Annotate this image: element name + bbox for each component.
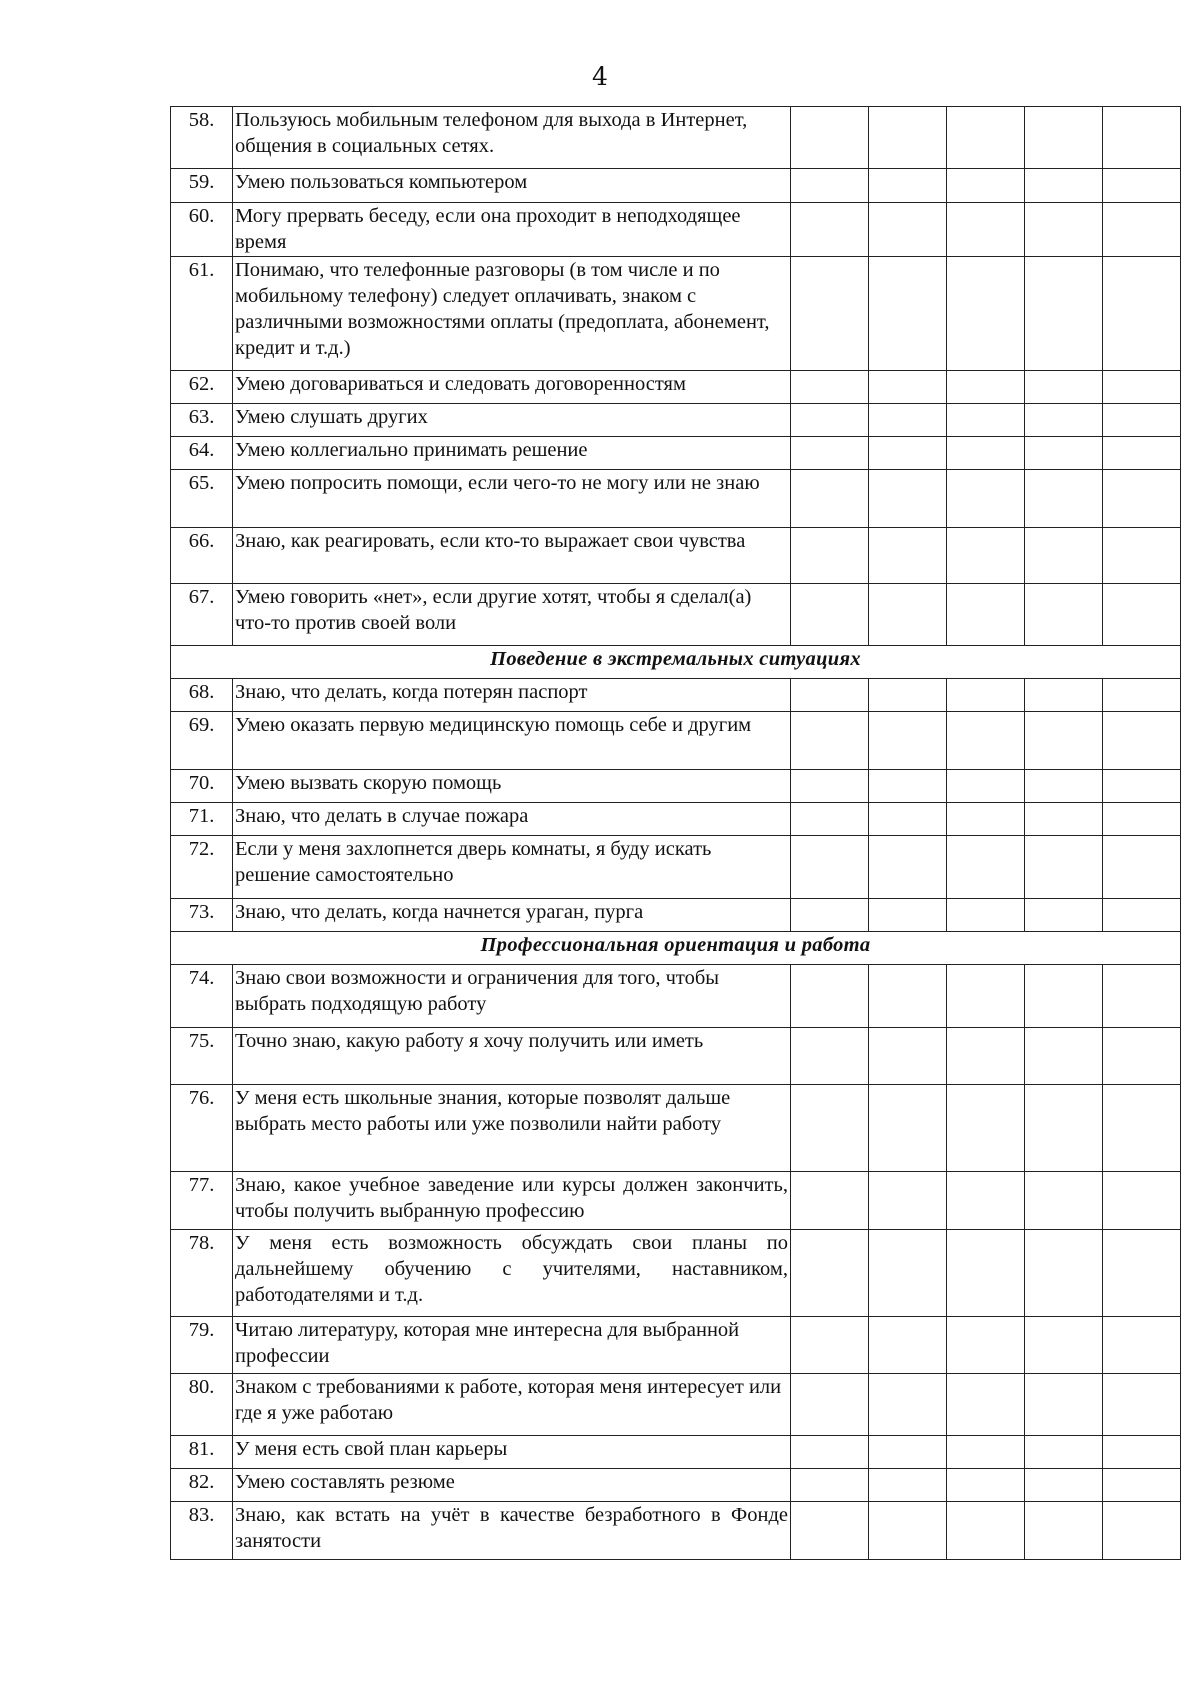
answer-cell[interactable] bbox=[1103, 899, 1181, 932]
answer-cell[interactable] bbox=[1103, 1502, 1181, 1560]
question-number: 77. bbox=[171, 1172, 233, 1230]
answer-cell[interactable] bbox=[947, 965, 1025, 1028]
question-row bbox=[171, 965, 1181, 1028]
answer-cell[interactable] bbox=[947, 470, 1025, 528]
answer-cell[interactable] bbox=[791, 965, 869, 1028]
answer-cell[interactable] bbox=[791, 1502, 869, 1560]
answer-cell[interactable] bbox=[791, 1085, 869, 1172]
answer-cell[interactable] bbox=[1025, 803, 1103, 836]
question-text: У меня есть свой план карьеры bbox=[233, 1436, 791, 1469]
answer-cell[interactable] bbox=[1025, 1230, 1103, 1317]
answer-cell[interactable] bbox=[1103, 965, 1181, 1028]
question-number: 65. bbox=[171, 470, 233, 528]
question-text: Знаю, что делать в случае пожара bbox=[233, 803, 791, 836]
answer-cell[interactable] bbox=[947, 528, 1025, 584]
answer-cell[interactable] bbox=[1103, 257, 1181, 371]
answer-cell[interactable] bbox=[1025, 257, 1103, 371]
answer-cell[interactable] bbox=[1103, 836, 1181, 899]
answer-cell[interactable] bbox=[869, 584, 947, 646]
answer-cell[interactable] bbox=[1025, 437, 1103, 470]
answer-cell[interactable] bbox=[869, 107, 947, 169]
question-text: Умею слушать других bbox=[233, 404, 791, 437]
question-number: 60. bbox=[171, 203, 233, 257]
answer-cell[interactable] bbox=[947, 1502, 1025, 1560]
answer-cell[interactable] bbox=[947, 584, 1025, 646]
answer-cell[interactable] bbox=[869, 1230, 947, 1317]
question-row bbox=[171, 584, 1181, 646]
question-row bbox=[171, 404, 1181, 437]
answer-cell[interactable] bbox=[1025, 470, 1103, 528]
answer-cell[interactable] bbox=[1103, 437, 1181, 470]
answer-cell[interactable] bbox=[791, 1317, 869, 1374]
page-number: 4 bbox=[592, 62, 608, 91]
answer-cell[interactable] bbox=[947, 404, 1025, 437]
question-text: Точно знаю, какую работу я хочу получить или иметь bbox=[233, 1028, 791, 1085]
answer-cell[interactable] bbox=[791, 712, 869, 770]
answer-cell[interactable] bbox=[1103, 1085, 1181, 1172]
answer-cell[interactable] bbox=[1025, 1028, 1103, 1085]
section-header-row bbox=[171, 646, 1181, 679]
answer-cell[interactable] bbox=[947, 712, 1025, 770]
answer-cell[interactable] bbox=[791, 1469, 869, 1502]
answer-cell[interactable] bbox=[947, 770, 1025, 803]
question-number: 69. bbox=[171, 712, 233, 770]
question-row bbox=[171, 169, 1181, 203]
answer-cell[interactable] bbox=[791, 1436, 869, 1469]
question-number: 71. bbox=[171, 803, 233, 836]
question-text: Знаю, что делать, когда потерян паспорт bbox=[233, 679, 791, 712]
question-number: 83. bbox=[171, 1502, 233, 1560]
question-text: Умею пользоваться компьютером bbox=[233, 169, 791, 203]
answer-cell[interactable] bbox=[869, 257, 947, 371]
question-row bbox=[171, 257, 1181, 371]
answer-cell[interactable] bbox=[1025, 1317, 1103, 1374]
answer-cell[interactable] bbox=[1103, 679, 1181, 712]
question-text: Умею попросить помощи, если чего-то не могу или не знаю bbox=[233, 470, 791, 528]
answer-cell[interactable] bbox=[869, 1172, 947, 1230]
answer-cell[interactable] bbox=[1025, 965, 1103, 1028]
answer-cell[interactable] bbox=[1103, 470, 1181, 528]
answer-cell[interactable] bbox=[1025, 712, 1103, 770]
answer-cell[interactable] bbox=[947, 1469, 1025, 1502]
answer-cell[interactable] bbox=[1025, 371, 1103, 404]
answer-cell[interactable] bbox=[791, 169, 869, 203]
question-text: Умею коллегиально принимать решение bbox=[233, 437, 791, 470]
question-text: Понимаю, что телефонные разговоры (в том числе и по мобильному телефону) следует оплачивать, знаком с различными возможностями оплаты (предоплата, абонемент, кредит и т.д.) bbox=[233, 257, 791, 371]
answer-cell[interactable] bbox=[791, 770, 869, 803]
answer-cell[interactable] bbox=[947, 437, 1025, 470]
answer-cell[interactable] bbox=[1103, 803, 1181, 836]
answer-cell[interactable] bbox=[947, 203, 1025, 257]
answer-cell[interactable] bbox=[791, 371, 869, 404]
answer-cell[interactable] bbox=[791, 437, 869, 470]
question-number: 67. bbox=[171, 584, 233, 646]
question-text: Умею составлять резюме bbox=[233, 1469, 791, 1502]
question-row bbox=[171, 1436, 1181, 1469]
question-row bbox=[171, 203, 1181, 257]
answer-cell[interactable] bbox=[947, 836, 1025, 899]
question-text: Умею вызвать скорую помощь bbox=[233, 770, 791, 803]
question-number: 62. bbox=[171, 371, 233, 404]
answer-cell[interactable] bbox=[869, 1469, 947, 1502]
answer-cell[interactable] bbox=[947, 1374, 1025, 1436]
question-row bbox=[171, 679, 1181, 712]
answer-cell[interactable] bbox=[791, 1028, 869, 1085]
answer-cell[interactable] bbox=[1025, 107, 1103, 169]
answer-cell[interactable] bbox=[791, 257, 869, 371]
question-row bbox=[171, 836, 1181, 899]
question-row bbox=[171, 528, 1181, 584]
question-number: 72. bbox=[171, 836, 233, 899]
questionnaire-body bbox=[171, 107, 1181, 1560]
question-number: 81. bbox=[171, 1436, 233, 1469]
answer-cell[interactable] bbox=[1025, 1172, 1103, 1230]
answer-cell[interactable] bbox=[1103, 371, 1181, 404]
answer-cell[interactable] bbox=[869, 404, 947, 437]
section-header-row bbox=[171, 932, 1181, 965]
answer-cell[interactable] bbox=[869, 470, 947, 528]
question-row bbox=[171, 1028, 1181, 1085]
question-row bbox=[171, 371, 1181, 404]
answer-cell[interactable] bbox=[869, 803, 947, 836]
answer-cell[interactable] bbox=[947, 371, 1025, 404]
question-number: 75. bbox=[171, 1028, 233, 1085]
answer-cell[interactable] bbox=[1025, 584, 1103, 646]
question-number: 58. bbox=[171, 107, 233, 169]
question-row bbox=[171, 1230, 1181, 1317]
question-number: 63. bbox=[171, 404, 233, 437]
question-number: 66. bbox=[171, 528, 233, 584]
question-text: Могу прервать беседу, если она проходит в неподходящее время bbox=[233, 203, 791, 257]
question-text: Знаю, что делать, когда начнется ураган, пурга bbox=[233, 899, 791, 932]
answer-cell[interactable] bbox=[791, 1230, 869, 1317]
answer-cell[interactable] bbox=[869, 1502, 947, 1560]
answer-cell[interactable] bbox=[1103, 584, 1181, 646]
section-title: Поведение в экстремальных ситуациях bbox=[171, 646, 1181, 679]
question-row bbox=[171, 803, 1181, 836]
question-number: 59. bbox=[171, 169, 233, 203]
question-number: 82. bbox=[171, 1469, 233, 1502]
question-text: Знаю, как встать на учёт в качестве безработного в Фонде занятости bbox=[233, 1502, 791, 1560]
answer-cell[interactable] bbox=[947, 1230, 1025, 1317]
answer-cell[interactable] bbox=[791, 1172, 869, 1230]
answer-cell[interactable] bbox=[1103, 528, 1181, 584]
answer-cell[interactable] bbox=[1103, 169, 1181, 203]
answer-cell[interactable] bbox=[869, 528, 947, 584]
question-text: Умею оказать первую медицинскую помощь себе и другим bbox=[233, 712, 791, 770]
question-number: 68. bbox=[171, 679, 233, 712]
answer-cell[interactable] bbox=[869, 899, 947, 932]
question-row bbox=[171, 770, 1181, 803]
answer-cell[interactable] bbox=[1025, 203, 1103, 257]
answer-cell[interactable] bbox=[1025, 679, 1103, 712]
answer-cell[interactable] bbox=[1025, 899, 1103, 932]
answer-cell[interactable] bbox=[1025, 836, 1103, 899]
question-text: У меня есть школьные знания, которые позволят дальше выбрать место работы или уже позволили найти работу bbox=[233, 1085, 791, 1172]
answer-cell[interactable] bbox=[947, 107, 1025, 169]
question-number: 74. bbox=[171, 965, 233, 1028]
answer-cell[interactable] bbox=[869, 836, 947, 899]
question-number: 78. bbox=[171, 1230, 233, 1317]
question-text: Читаю литературу, которая мне интересна для выбранной профессии bbox=[233, 1317, 791, 1374]
answer-cell[interactable] bbox=[791, 584, 869, 646]
question-number: 80. bbox=[171, 1374, 233, 1436]
question-text: Если у меня захлопнется дверь комнаты, я буду искать решение самостоятельно bbox=[233, 836, 791, 899]
question-row bbox=[171, 899, 1181, 932]
answer-cell[interactable] bbox=[869, 437, 947, 470]
question-row bbox=[171, 1172, 1181, 1230]
answer-cell[interactable] bbox=[947, 899, 1025, 932]
question-number: 79. bbox=[171, 1317, 233, 1374]
question-row bbox=[171, 1085, 1181, 1172]
question-text: Умею говорить «нет», если другие хотят, чтобы я сделал(а) что-то против своей воли bbox=[233, 584, 791, 646]
answer-cell[interactable] bbox=[1103, 1028, 1181, 1085]
answer-cell[interactable] bbox=[1103, 1317, 1181, 1374]
answer-cell[interactable] bbox=[869, 1317, 947, 1374]
answer-cell[interactable] bbox=[791, 803, 869, 836]
question-row bbox=[171, 1374, 1181, 1436]
answer-cell[interactable] bbox=[947, 1172, 1025, 1230]
question-number: 76. bbox=[171, 1085, 233, 1172]
answer-cell[interactable] bbox=[1103, 404, 1181, 437]
answer-cell[interactable] bbox=[869, 965, 947, 1028]
question-text: Умею договариваться и следовать договоренностям bbox=[233, 371, 791, 404]
question-text: Пользуюсь мобильным телефоном для выхода в Интернет, общения в социальных сетях. bbox=[233, 107, 791, 169]
answer-cell[interactable] bbox=[1025, 1502, 1103, 1560]
answer-cell[interactable] bbox=[1025, 404, 1103, 437]
answer-cell[interactable] bbox=[1103, 1374, 1181, 1436]
answer-cell[interactable] bbox=[1103, 203, 1181, 257]
answer-cell[interactable] bbox=[947, 257, 1025, 371]
answer-cell[interactable] bbox=[791, 836, 869, 899]
answer-cell[interactable] bbox=[791, 404, 869, 437]
answer-cell[interactable] bbox=[947, 679, 1025, 712]
questionnaire-table bbox=[170, 106, 1181, 1560]
answer-cell[interactable] bbox=[869, 1085, 947, 1172]
answer-cell[interactable] bbox=[1103, 1436, 1181, 1469]
answer-cell[interactable] bbox=[1025, 1085, 1103, 1172]
answer-cell[interactable] bbox=[1103, 712, 1181, 770]
question-number: 73. bbox=[171, 899, 233, 932]
question-text: У меня есть возможность обсуждать свои планы по дальнейшему обучению с учителями, наставником, работодателями и т.д. bbox=[233, 1230, 791, 1317]
question-number: 70. bbox=[171, 770, 233, 803]
answer-cell[interactable] bbox=[1103, 1230, 1181, 1317]
question-row bbox=[171, 1502, 1181, 1560]
answer-cell[interactable] bbox=[1103, 1172, 1181, 1230]
question-row bbox=[171, 1317, 1181, 1374]
answer-cell[interactable] bbox=[791, 470, 869, 528]
question-row bbox=[171, 107, 1181, 169]
answer-cell[interactable] bbox=[1025, 1436, 1103, 1469]
answer-cell[interactable] bbox=[869, 679, 947, 712]
question-text: Знаю, как реагировать, если кто-то выражает свои чувства bbox=[233, 528, 791, 584]
answer-cell[interactable] bbox=[947, 803, 1025, 836]
question-row bbox=[171, 1469, 1181, 1502]
answer-cell[interactable] bbox=[947, 169, 1025, 203]
question-row bbox=[171, 437, 1181, 470]
question-number: 61. bbox=[171, 257, 233, 371]
question-number: 64. bbox=[171, 437, 233, 470]
answer-cell[interactable] bbox=[869, 712, 947, 770]
answer-cell[interactable] bbox=[791, 528, 869, 584]
answer-cell[interactable] bbox=[869, 371, 947, 404]
answer-cell[interactable] bbox=[869, 1374, 947, 1436]
answer-cell[interactable] bbox=[869, 169, 947, 203]
answer-cell[interactable] bbox=[1103, 107, 1181, 169]
answer-cell[interactable] bbox=[1025, 1469, 1103, 1502]
answer-cell[interactable] bbox=[791, 1374, 869, 1436]
question-row bbox=[171, 470, 1181, 528]
answer-cell[interactable] bbox=[947, 1028, 1025, 1085]
question-text: Знаю свои возможности и ограничения для того, чтобы выбрать подходящую работу bbox=[233, 965, 791, 1028]
answer-cell[interactable] bbox=[947, 1317, 1025, 1374]
question-row bbox=[171, 712, 1181, 770]
answer-cell[interactable] bbox=[947, 1436, 1025, 1469]
answer-cell[interactable] bbox=[1025, 1374, 1103, 1436]
answer-cell[interactable] bbox=[791, 679, 869, 712]
answer-cell[interactable] bbox=[1103, 1469, 1181, 1502]
section-title: Профессиональная ориентация и работа bbox=[171, 932, 1181, 965]
question-text: Знаком с требованиями к работе, которая меня интересует или где я уже работаю bbox=[233, 1374, 791, 1436]
answer-cell[interactable] bbox=[869, 1436, 947, 1469]
answer-cell[interactable] bbox=[1025, 169, 1103, 203]
answer-cell[interactable] bbox=[791, 107, 869, 169]
answer-cell[interactable] bbox=[947, 1085, 1025, 1172]
answer-cell[interactable] bbox=[869, 770, 947, 803]
answer-cell[interactable] bbox=[1025, 770, 1103, 803]
answer-cell[interactable] bbox=[869, 203, 947, 257]
answer-cell[interactable] bbox=[869, 1028, 947, 1085]
answer-cell[interactable] bbox=[1025, 528, 1103, 584]
answer-cell[interactable] bbox=[791, 899, 869, 932]
question-text: Знаю, какое учебное заведение или курсы должен закончить, чтобы получить выбранную профессию bbox=[233, 1172, 791, 1230]
answer-cell[interactable] bbox=[791, 203, 869, 257]
answer-cell[interactable] bbox=[1103, 770, 1181, 803]
